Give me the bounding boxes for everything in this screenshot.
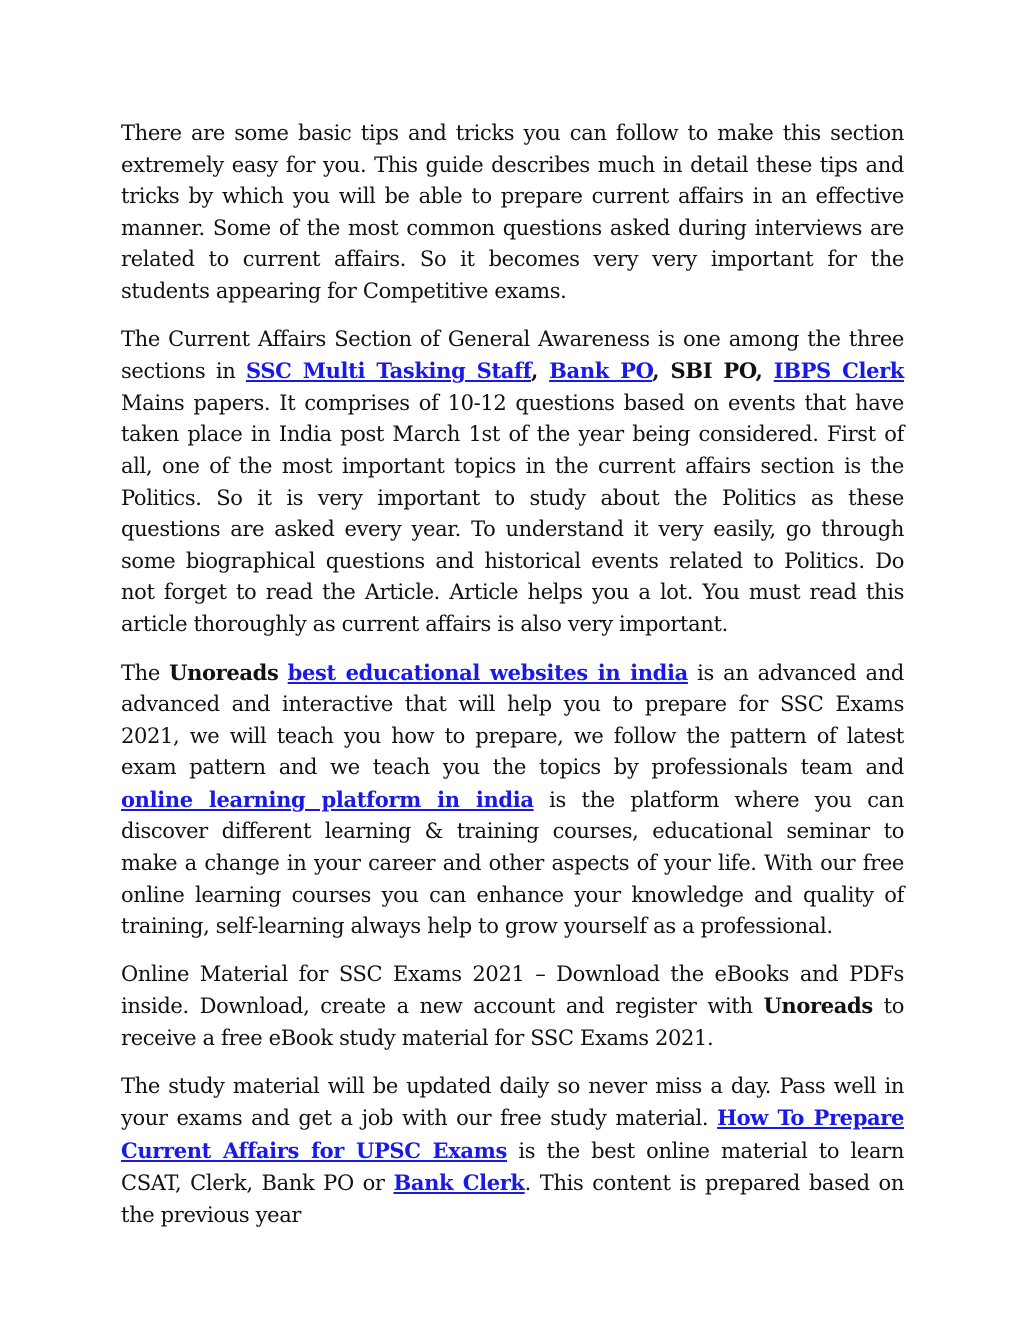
paragraph-current-affairs-section: [121, 324, 904, 641]
paragraph-text: The study material will be updated daily so never miss a day. Pass well in your exams and get a job with our free study material.: [121, 1073, 904, 1131]
paragraph-text: Mains papers. It comprises of 10-12 questions based on events that have taken place in India post March 1st of the year being considered. First of all, one of the most important topics in the current affairs section is the Politics. So it is very important to study about the Politics as these questions are asked every year. To understand it very easily, go through some biographical questions and historical events related to Politics. Do not forget to read the Article. Article helps you a lot. You must read this article thoroughly as current affairs is also very important.: [121, 390, 904, 636]
link-prepare-current-affairs-upsc[interactable]: How To Prepare Current Affairs for UPSC Exams: [121, 1105, 905, 1163]
brand-name: Unoreads: [169, 659, 279, 685]
sbi-po-text: SBI PO: [670, 358, 756, 384]
paragraph-text: is an advanced and advanced and interactive that will help you to prepare for SSC Exams 2021, we will teach you how to prepare, we follow the pattern of latest exam pattern and we teach you the topics by professionals team and: [121, 660, 904, 780]
separator: ,: [530, 358, 550, 384]
separator: ,: [755, 358, 774, 384]
paragraph-text: The Current Affairs Section of General Awareness is one among the three sections in: [121, 326, 904, 384]
document-page: [121, 118, 904, 1248]
separator: ,: [652, 358, 671, 384]
paragraph-text: The: [121, 660, 170, 685]
link-bank-po[interactable]: Bank PO: [549, 358, 653, 384]
link-best-educational-websites[interactable]: best educational websites in india: [287, 659, 688, 685]
paragraph-study-material: [121, 1071, 904, 1232]
paragraph-online-material: [121, 959, 904, 1055]
paragraph-tips-intro: [121, 118, 904, 308]
paragraph-text: . This content is prepared based on the previous year: [121, 1171, 904, 1227]
link-online-learning-platform[interactable]: online learning platform in india: [121, 786, 534, 812]
link-bank-clerk[interactable]: Bank Clerk: [393, 1170, 525, 1196]
link-ibps-clerk[interactable]: IBPS Clerk: [773, 358, 904, 384]
paragraph-text: There are some basic tips and tricks you can follow to make this section extremely easy for you. This guide describes much in detail these tips and tricks by which you will be able to prepare current affairs in an effective manner. Some of the most common questions asked during interviews are related to current affairs. So it becomes very very important for the students appearing for Competitive exams.: [121, 121, 904, 303]
paragraph-text: [278, 661, 287, 685]
paragraph-text: to receive a free eBook study material for SSC Exams 2021.: [121, 994, 904, 1051]
paragraph-text: is the platform where you can discover different learning & training courses, educational seminar to make a change in your career and other aspects of your life. With our free online learning courses you can enhance your knowledge and quality of training, self-learning always help to grow yourself as a professional.: [121, 787, 904, 939]
brand-name: Unoreads: [763, 993, 873, 1019]
paragraph-text: Online Material for SSC Exams 2021 – Download the eBooks and PDFs inside. Download, create a new account and register with: [121, 961, 904, 1019]
paragraph-text: is the best online material to learn CSAT, Clerk, Bank PO or: [121, 1138, 904, 1196]
link-ssc-multi-tasking-staff[interactable]: SSC Multi Tasking Staff: [245, 358, 531, 384]
paragraph-unoreads-platform: [121, 657, 904, 943]
